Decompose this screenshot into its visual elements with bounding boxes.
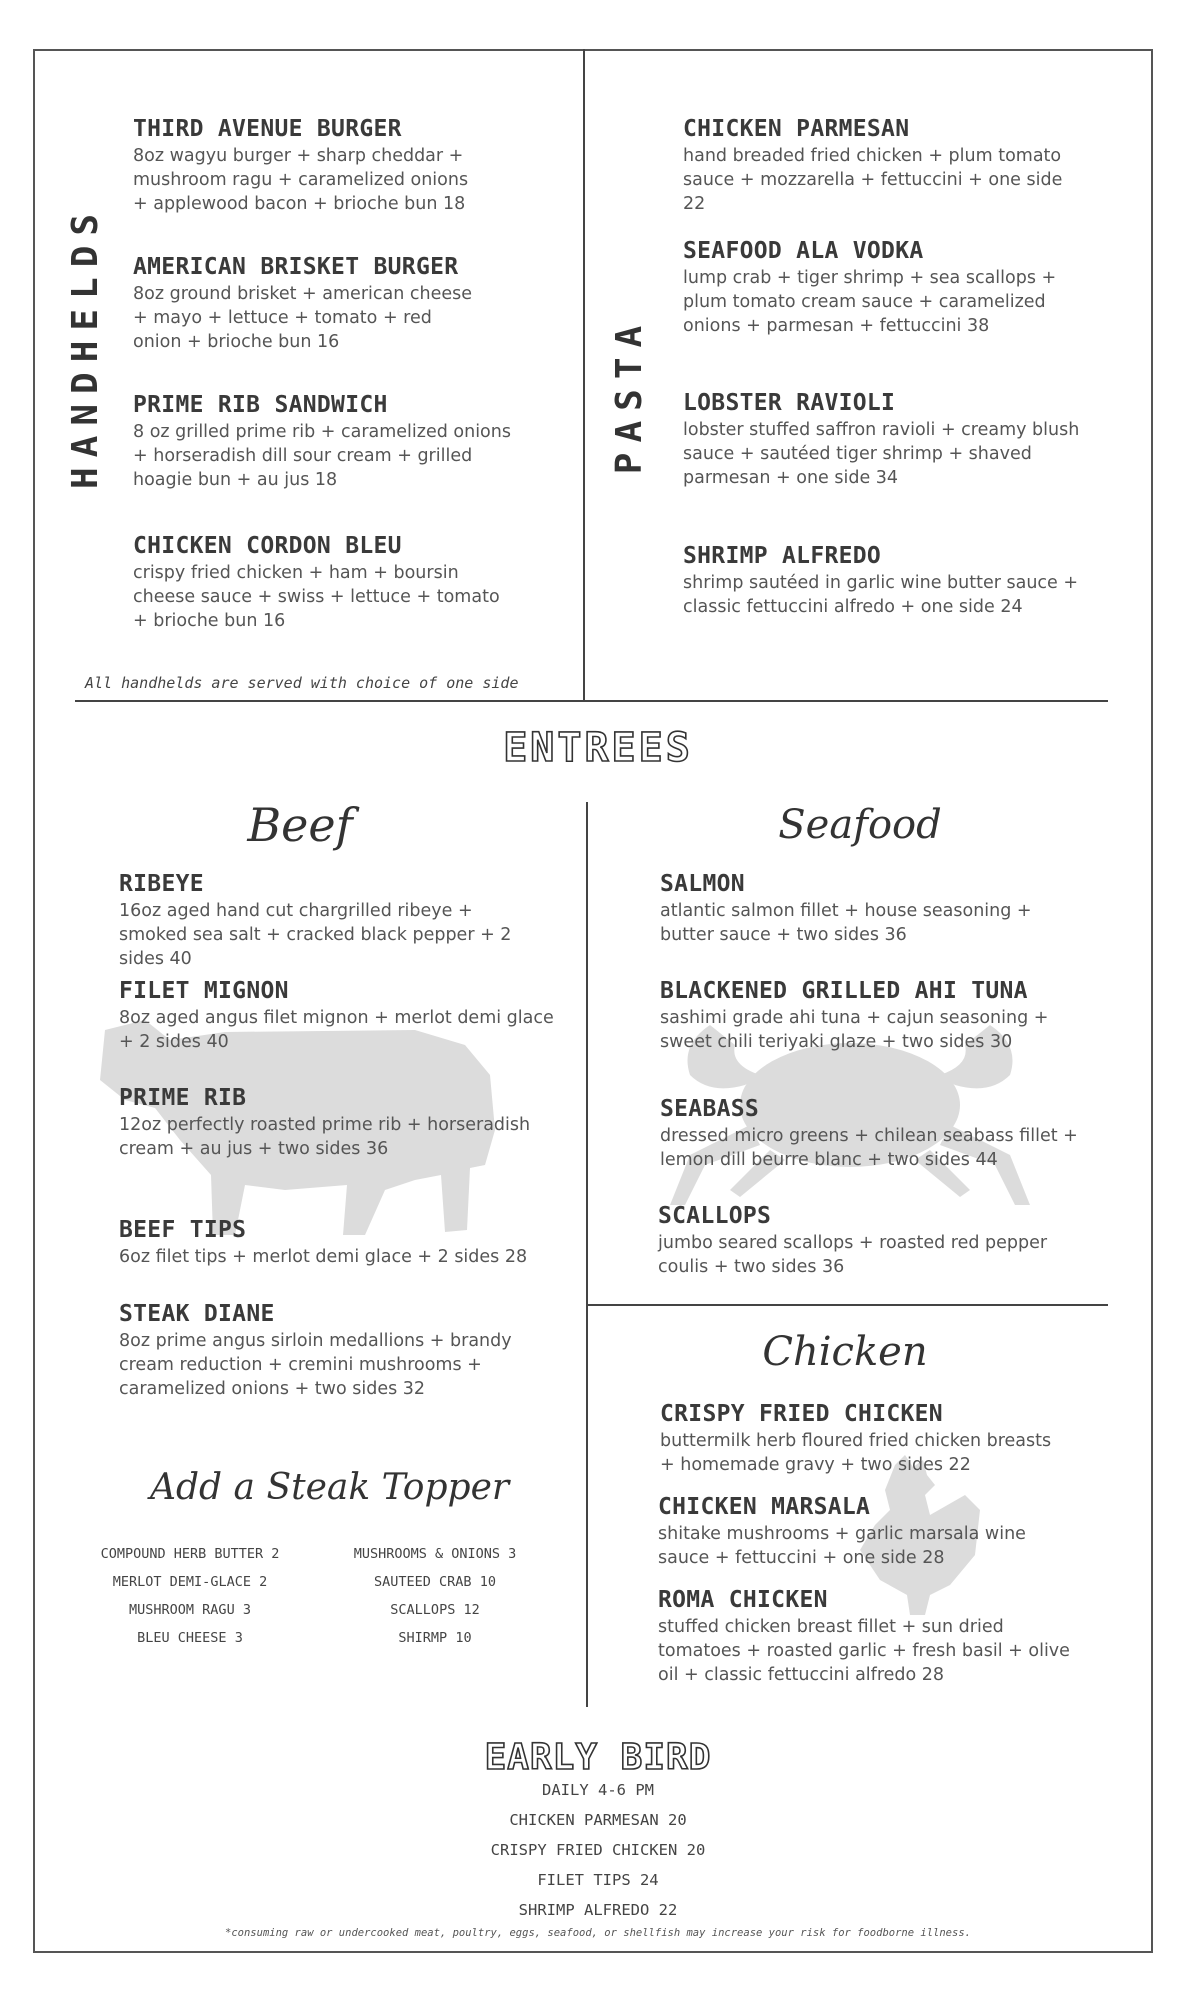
item-name: RIBEYE [119, 871, 204, 897]
item-description: dressed micro greens + chilean seabass fillet + lemon dill beurre blanc + two sides 44 [660, 1126, 1078, 1170]
menu-item [119, 1300, 519, 1401]
handhelds-heading: HANDHELDS [65, 203, 106, 489]
early-bird-item: CRISPY FRIED CHICKEN 20 [490, 1841, 706, 1859]
item-description: atlantic salmon fillet + house seasoning + butter sauce + two sides 36 [660, 901, 1032, 945]
item-description: 8oz ground brisket + american cheese + mayo + lettuce + tomato + red onion + brioche bun 16 [133, 284, 473, 352]
item-description: jumbo seared scallops + roasted red pepper coulis + two sides 36 [658, 1233, 1048, 1277]
menu-item [658, 1493, 1058, 1570]
chicken-subheading: Chicken [762, 1329, 928, 1375]
item-description: 8 oz grilled prime rib + caramelized onions + horseradish dill sour cream + grilled hoagie bun + au jus 18 [133, 422, 511, 490]
menu-item [658, 1586, 1078, 1687]
steak-topper-heading: Add a Steak Topper [150, 1467, 510, 1508]
chicken-section-rule [588, 1304, 1108, 1306]
menu-item [119, 870, 539, 971]
item-name: AMERICAN BRISKET BURGER [133, 254, 459, 280]
item-name: LOBSTER RAVIOLI [683, 390, 896, 416]
item-name: SEAFOOD ALA VODKA [683, 238, 924, 264]
menu-item [119, 1084, 539, 1161]
topper-item: MUSHROOMS & ONIONS 3 [353, 1546, 517, 1562]
item-name: FILET MIGNON [119, 978, 289, 1004]
item-name: PRIME RIB [119, 1085, 247, 1111]
item-description: shitake mushrooms + garlic marsala wine sauce + fettuccini + one side 28 [658, 1524, 1026, 1568]
food-safety-disclaimer: *consuming raw or undercooked meat, poultry, eggs, seafood, or shellfish may increase your risk for foodborne illness. [225, 1927, 971, 1939]
item-description: 8oz aged angus filet mignon + merlot demi glace + 2 sides 40 [119, 1008, 554, 1052]
item-name: BLACKENED GRILLED AHI TUNA [660, 978, 1028, 1004]
early-bird-heading: EARLY BIRD [484, 1737, 712, 1778]
seafood-subheading: Seafood [778, 802, 942, 848]
menu-item [119, 977, 554, 1054]
early-bird-item: FILET TIPS 24 [537, 1871, 659, 1889]
item-description: lobster stuffed saffron ravioli + creamy blush sauce + sautéed tiger shrimp + shaved parmesan + one side 34 [683, 420, 1080, 488]
item-name: SCALLOPS [658, 1203, 772, 1229]
menu-item [119, 1216, 539, 1269]
handhelds-note: All handhelds are served with choice of one side [85, 674, 519, 692]
item-description: stuffed chicken breast fillet + sun dried tomatoes + roasted garlic + fresh basil + olive oil + classic fettuccini alfredo 28 [658, 1617, 1070, 1685]
menu-item [660, 870, 1080, 947]
menu-item [660, 1400, 1070, 1477]
menu-item [660, 977, 1080, 1054]
item-name: THIRD AVENUE BURGER [133, 116, 402, 142]
item-name: SHRIMP ALFREDO [683, 543, 882, 569]
item-name: CRISPY FRIED CHICKEN [660, 1401, 943, 1427]
topper-list-right [335, 1540, 535, 1652]
item-name: BEEF TIPS [119, 1217, 247, 1243]
topper-item: MERLOT DEMI-GLACE 2 [112, 1574, 268, 1590]
item-description: 12oz perfectly roasted prime rib + horseradish cream + au jus + two sides 36 [119, 1115, 531, 1159]
item-description: 6oz filet tips + merlot demi glace + 2 sides 28 [119, 1247, 528, 1267]
item-name: STEAK DIANE [119, 1301, 275, 1327]
topper-item: SAUTEED CRAB 10 [374, 1574, 496, 1590]
item-name: SEABASS [660, 1096, 760, 1122]
menu-item [683, 237, 1088, 338]
menu-item [683, 115, 1083, 216]
topper-item: MUSHROOM RAGU 3 [129, 1602, 251, 1618]
top-section-rule [75, 700, 1108, 702]
early-bird-hours: DAILY 4-6 PM [542, 1781, 654, 1799]
menu-item [133, 391, 513, 492]
item-name: CHICKEN CORDON BLEU [133, 533, 402, 559]
item-description: crispy fried chicken + ham + boursin cheese sauce + swiss + lettuce + tomato + brioche bun 16 [133, 563, 500, 631]
item-description: 16oz aged hand cut chargrilled ribeye + smoked sea salt + cracked black pepper + 2 sides 40 [119, 901, 512, 969]
menu-item [683, 389, 1083, 490]
topper-item: COMPOUND HERB BUTTER 2 [100, 1546, 280, 1562]
item-name: ROMA CHICKEN [658, 1587, 828, 1613]
topper-item: BLEU CHEESE 3 [137, 1630, 243, 1646]
item-description: lump crab + tiger shrimp + sea scallops + plum tomato cream sauce + caramelized onions + parmesan + fettuccini 38 [683, 268, 1057, 336]
item-description: sashimi grade ahi tuna + cajun seasoning + sweet chili teriyaki glaze + two sides 30 [660, 1008, 1049, 1052]
item-description: hand breaded fried chicken + plum tomato sauce + mozzarella + fettuccini + one side 22 [683, 146, 1063, 214]
topper-item: SCALLOPS 12 [390, 1602, 480, 1618]
item-name: CHICKEN PARMESAN [683, 116, 910, 142]
entrees-column-divider [586, 802, 588, 1707]
topper-list-left [85, 1540, 295, 1652]
early-bird-list [0, 1775, 1196, 1925]
item-description: 8oz wagyu burger + sharp cheddar + mushroom ragu + caramelized onions + applewood bacon + brioche bun 18 [133, 146, 469, 214]
early-bird-item: CHICKEN PARMESAN 20 [509, 1811, 687, 1829]
item-description: shrimp sautéed in garlic wine butter sauce + classic fettuccini alfredo + one side 24 [683, 573, 1079, 617]
menu-item [658, 1202, 1058, 1279]
menu-item [683, 542, 1083, 619]
top-column-divider [583, 49, 585, 702]
menu-item [133, 115, 473, 216]
menu-item [133, 253, 478, 354]
early-bird-item: SHRIMP ALFREDO 22 [518, 1901, 678, 1919]
beef-subheading: Beef [247, 798, 353, 852]
menu-item [133, 532, 508, 633]
pasta-heading: PASTA [609, 315, 650, 475]
menu-item [660, 1095, 1080, 1172]
item-name: PRIME RIB SANDWICH [133, 392, 388, 418]
entrees-heading: ENTREES [503, 725, 693, 771]
item-name: SALMON [660, 871, 745, 897]
item-description: buttermilk herb floured fried chicken breasts + homemade gravy + two sides 22 [660, 1431, 1052, 1475]
item-description: 8oz prime angus sirloin medallions + brandy cream reduction + cremini mushrooms + caramelized onions + two sides 32 [119, 1331, 512, 1399]
item-name: CHICKEN MARSALA [658, 1494, 871, 1520]
topper-item: SHIRMP 10 [398, 1630, 472, 1646]
